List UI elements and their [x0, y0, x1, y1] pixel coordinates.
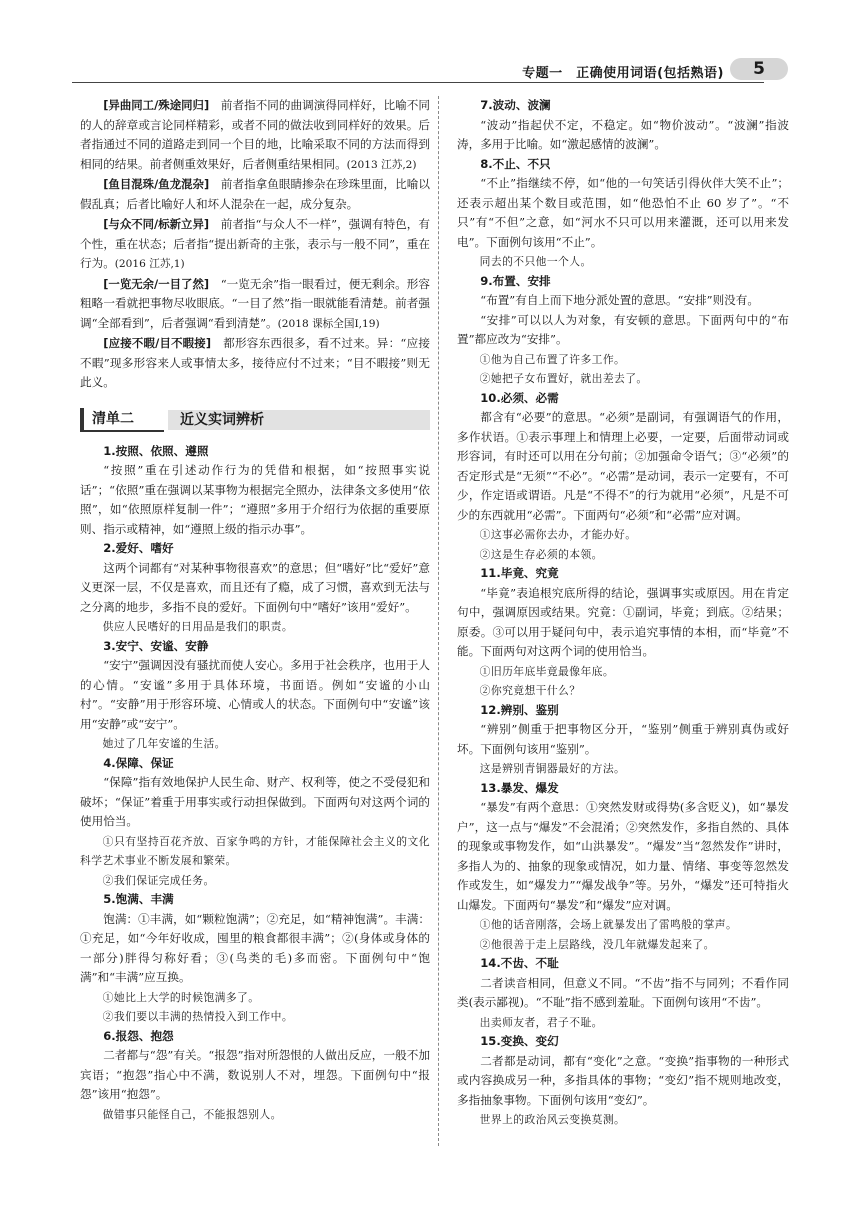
- entry-title: 1.按照、依照、遵照: [103, 443, 209, 458]
- idiom-term: [应接不暇/目不暇接]: [103, 336, 212, 350]
- banner-title: 近义实词辨析: [168, 410, 430, 430]
- idiom-citation: (2016 江苏,1): [114, 258, 185, 270]
- entry-title: 14.不齿、不耻: [480, 956, 559, 970]
- header-rule: [72, 82, 764, 83]
- entry-title: 5.饱满、丰满: [103, 892, 174, 906]
- entry-explanation: “不止”指继续不停，如“他的一句笑话引得伙伴大笑不止”；还表示超出某个数目或范围，如“他恐怕不止 60 岁了”。“不只”有“不但”之意，如“河水不只可以用来灌溉，还可以用来发电”。下面例句该用“不止”。: [457, 176, 789, 249]
- entry-explanation: “布置”有自上而下地分派处置的意思。“安排”则没有。: [480, 293, 759, 307]
- header-title: 专题一 正确使用词语(包括熟语): [522, 66, 724, 81]
- entry-title: 13.暴发、爆发: [480, 780, 559, 795]
- example-sentence: 这是辨别青铜器最好的方法。: [479, 762, 626, 775]
- entry-explanation: “保障”指有效地保护人民生命、财产、权利等，使之不受侵犯和破坏；“保证”着重于用事实或行动担保做到。下面两句对这两个词的使用恰当。: [80, 775, 430, 828]
- entry-explanation: “安排”可以以人为对象，有安顿的意思。下面两句中的“布置”都应改为“安排”。: [457, 312, 789, 346]
- idiom-explanation: 前者指“与众人不一样”，强调有特色，有个性，重在状态；后者指“提出新奇的主张，表示与一般不同”，重在行为。: [80, 217, 430, 270]
- idiom-paragraph: [80, 334, 430, 394]
- idiom-list: [80, 96, 430, 394]
- entry-title: 6.报怨、抱怨: [103, 1028, 174, 1043]
- page-number: 5: [730, 58, 788, 80]
- example-sentence: ②她把子女布置好，就出差去了。: [479, 372, 648, 385]
- idiom-paragraph: [80, 275, 430, 335]
- entry-title: 7.波动、波澜: [480, 98, 551, 112]
- entry-explanation: 这两个词都有“对某种事物很喜欢”的意思；但“嗜好”比“爱好”意义更深一层，不仅是喜欢，而且还有了瘾，成了习惯，喜欢到无法与之分离的地步，多指不良的爱好。下面例句中“嗜好”该用“爱好”。: [80, 560, 430, 614]
- idiom-explanation: 前者指不同的曲调演得同样好，比喻不同的人的辞章或言论同样精彩，或者不同的做法收到同样好的效果。后者指通过不同的道路走到同一个目的地，比喻采取不同的方法而得到相同的结果。前者侧重效果好，后者侧重结果相同。: [80, 98, 430, 171]
- entry-title: 8.不止、不只: [480, 156, 551, 171]
- idiom-explanation: 前者指拿鱼眼睛掺杂在珍珠里面，比喻以假乱真；后者比喻好人和坏人混杂在一起，成分复杂。: [80, 177, 430, 211]
- entry-explanation: 都含有“必要”的意思。“必须”是副词，有强调语气的作用，多作状语。①表示事理上和情理上必要，一定要，后面带动词或形容词，有时还可以用在分句前；②加强命令语气；③“必须”的否定形式是“无须”“不必”。“必需”是动词，表示一定要有，不可少，作定语或谓语。凡是“不得不”的行为就用“必须”，凡是不可少的东西就用“必需”。下面两句“必须”和“必需”应对调。: [457, 410, 789, 522]
- entry-explanation: “按照”重在引述动作行为的凭借和根据，如“按照事实说话”；“依照”重在强调以某事物为根据完全照办，法律条文多使用“依照”，如“依照原样复制一件”；“遵照”多用于介绍行为依据的重要原则、指示或精神，如“遵照上级的指示办事”。: [80, 463, 430, 536]
- example-sentence: ①旧历年底毕竟最像年底。: [479, 664, 615, 678]
- example-sentence: 供应人民嗜好的日用品是我们的职责。: [102, 620, 294, 633]
- entry-explanation: 二者读音相同，但意义不同。“不齿”指不与同列；不看作同类(表示鄙视)。“不耻”指不感到羞耻。下面例句该用“不齿”。: [457, 975, 789, 1009]
- example-sentence: ②你究竟想干什么？: [479, 684, 581, 697]
- idiom-citation: (2018 课标全国Ⅰ,19): [277, 317, 380, 330]
- entry-explanation: 二者都是动词，都有“变化”之意。“变换”指事物的一种形式或内容换成另一种，多指具体的事物；“变幻”指不规则地改变，多指抽象事物。下面例句该用“变幻”。: [457, 1053, 789, 1107]
- idiom-term: [一览无余/一目了然]: [103, 276, 210, 291]
- example-sentence: ①他为自己布置了许多工作。: [479, 352, 626, 366]
- entry-explanation: “波动”指起伏不定，不稳定。如“物价波动”。“波澜”指波涛，多用于比喻。如“激起感情的波澜”。: [457, 117, 789, 151]
- idiom-citation: (2013 江苏,2): [346, 158, 417, 171]
- entry-title: 15.变换、变幻: [480, 1034, 559, 1048]
- idiom-paragraph: [80, 215, 430, 275]
- example-sentence: ①她比上大学的时候饱满多了。: [102, 990, 260, 1004]
- idiom-paragraph: [80, 96, 430, 175]
- entry-title: 4.保障、保证: [103, 755, 174, 770]
- example-sentence: ①他的话音刚落，会场上就暴发出了雷鸣般的掌声。: [479, 918, 738, 931]
- example-sentence: 出卖师友者，君子不耻。: [479, 1015, 603, 1029]
- entry-explanation: 二者都与“怨”有关。“报怨”指对所怨恨的人做出反应，一般不加宾语；“抱怨”指心中不满，数说别人不对，埋怨。下面例句中“报怨”该用“抱怨”。: [80, 1048, 430, 1101]
- example-sentence: 世界上的政治风云变换莫测。: [479, 1113, 626, 1126]
- idiom-term: [鱼目混珠/鱼龙混杂]: [103, 177, 210, 191]
- entry-explanation: 饱满：①丰满，如“颗粒饱满”；②充足，如“精神饱满”。丰满：①充足，如“今年好收成，囤里的粮食都很丰满”；②(身体或身体的一部分)胖得匀称好看；③(鸟类的毛)多而密。下面例句中“饱满”和“丰满”应互换。: [80, 911, 430, 984]
- banner-tag: 清单二: [80, 408, 164, 432]
- section-banner: [80, 408, 430, 432]
- entry-title: 12.辨别、鉴别: [480, 702, 559, 717]
- example-sentence: ②我们保证完成任务。: [102, 873, 215, 887]
- example-sentence: 做错事只能怪自己，不能报怨别人。: [102, 1107, 282, 1121]
- entry-title: 10.必须、必需: [480, 390, 559, 405]
- entry-explanation: “毕竟”表追根究底所得的结论，强调事实或原因。用在肯定句中，强调原因或结果。究竟：①副词，毕竟；到底。②结果；原委。③可以用于疑问句中，表示追究事情的本相，而“毕竟”不能。下面两句对这两个词的使用恰当。: [457, 585, 789, 658]
- example-sentence: ②他很善于走上层路线，没几年就爆发起来了。: [479, 937, 715, 951]
- entry-explanation: “暴发”有两个意思：①突然发财或得势(多含贬义)，如“暴发户”，这一点与“爆发”不会混淆；②突然发作，多指自然的、具体的现象或事物发作，如“山洪暴发”。“爆发”当“忽然发作”讲时，多指人为的、抽象的现象或情况，如力量、情绪、事变等忽然发作或发生，如“爆发力”“爆发战争”等。另外，“爆发”还可特指火山爆发。下面两句“暴发”和“爆发”应对调。: [457, 800, 789, 912]
- entry-title: 9.布置、安排: [480, 273, 551, 288]
- entry-list-left: [80, 442, 430, 1125]
- example-sentence: ①只有坚持百花齐放、百家争鸣的方针，才能保障社会主义的文化科学艺术事业不断发展和繁荣。: [80, 834, 430, 867]
- example-sentence: ②我们要以丰满的热情投入到工作中。: [102, 1010, 294, 1023]
- idiom-explanation: “一览无余”指一眼看过，便无剩余。形容粗略一看就把事物尽收眼底。“一目了然”指一眼就能看清楚。前者强调“全部看到”，后者强调“看到清楚”。: [80, 276, 430, 330]
- example-sentence: 同去的不只他一个人。: [479, 255, 592, 268]
- example-sentence: ②这是生存必须的本领。: [479, 547, 603, 561]
- entry-title: 2.爱好、嗜好: [103, 541, 174, 555]
- entry-title: 11.毕竟、究竟: [480, 566, 559, 580]
- left-column: [80, 96, 430, 1124]
- idiom-term: [异曲同工/殊途同归]: [103, 98, 210, 112]
- idiom-term: [与众不同/标新立异]: [103, 217, 210, 231]
- example-sentence: ①这事必需你去办，才能办好。: [479, 528, 637, 541]
- entry-explanation: “辨别”侧重于把事物区分开，“鉴别”侧重于辨别真伪或好坏。下面例句该用“鉴别”。: [457, 722, 789, 756]
- idiom-paragraph: [80, 175, 430, 215]
- entry-list-right: [457, 96, 789, 1130]
- running-header: [72, 58, 788, 84]
- entry-title: 3.安宁、安谧、安静: [103, 638, 209, 653]
- column-divider: [438, 96, 439, 1146]
- idiom-explanation: 都形容东西很多，看不过来。异：“应接不暇”现多形容来人或事情太多，接待应付不过来；“目不暇接”则无此义。: [80, 336, 430, 389]
- entry-explanation: “安宁”强调因没有骚扰而使人安心。多用于社会秩序，也用于人的心情。“安谧”多用于具体环境，书面语。例如“安谧的小山村”。“安静”用于形容环境、心情或人的状态。下面例句中“安谧”该用“安静”或“安宁”。: [80, 658, 430, 731]
- example-sentence: 她过了几年安谧的生活。: [102, 737, 226, 750]
- right-column: [457, 96, 789, 1130]
